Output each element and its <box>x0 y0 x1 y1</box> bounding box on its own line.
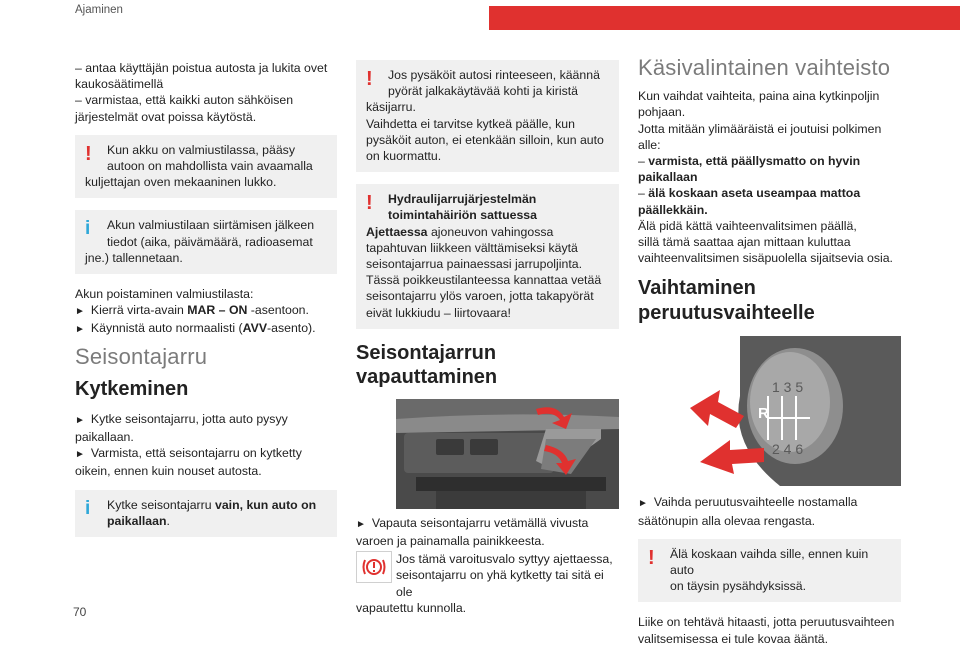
intro-paragraph <box>75 60 337 125</box>
text-line: eivät lukkiudu – liirtovaara! <box>366 305 511 320</box>
text-line: seisontajarru ylös varoen, jotta takapyörät <box>366 289 594 304</box>
step-item <box>75 445 337 463</box>
step-text: Vapauta seisontajarru vetämällä vivusta <box>371 515 589 530</box>
warning-box <box>638 539 901 603</box>
step-text: Varmista, että seisontajarru on kytketty <box>90 446 302 461</box>
text-line <box>85 497 329 513</box>
dash-icon: – <box>638 154 645 169</box>
section-header: Ajaminen <box>75 4 123 16</box>
text-line: valitsemisessa ei tule kovaa ääntä. <box>638 631 829 646</box>
column-3 <box>638 55 901 657</box>
text-line: – varmistaa, että kaikki auton sähköisen <box>75 93 294 108</box>
info-text: . <box>166 513 170 528</box>
knob-r-label: R <box>758 405 769 423</box>
info-text: Kytke seisontajarru <box>107 497 215 512</box>
heading-line: peruutusvaihteelle <box>638 302 815 325</box>
text-line: autoon on mahdollista vain avaamalla <box>107 159 313 174</box>
text-line: järjestelmät ovat poissa käytöstä. <box>75 109 257 124</box>
heading-line: Vaihtaminen <box>638 277 756 300</box>
warning-icon: ! <box>366 192 373 215</box>
battery-removal-steps <box>75 286 337 339</box>
parking-brake-drawing <box>396 399 619 509</box>
text-line: oikein, ennen kuin nouset autosta. <box>75 464 262 479</box>
text-line: on kuormattu. <box>366 149 442 164</box>
heading-line: Seisontajarrun <box>356 341 497 364</box>
warning-icon: ! <box>648 546 655 569</box>
gear-knob-drawing <box>660 336 901 486</box>
text-line: Tässä poikkeustilanteessa kannattaa vetää <box>366 273 602 288</box>
text-line: Jos tämä varoitusvalo syttyy ajettaessa, <box>396 552 613 567</box>
bullet-item <box>638 153 901 169</box>
release-steps <box>356 515 619 549</box>
column-1 <box>75 60 337 549</box>
parking-brake-illustration <box>396 399 619 509</box>
warn-text: ajoneuvon vahingossa <box>427 224 554 239</box>
text-line: tapahtuvan liikkeen välttämiseksi käytä <box>366 240 578 255</box>
step-item <box>638 494 901 512</box>
text-line: pohjaan. <box>638 105 686 120</box>
gear-knob-illustration <box>660 336 901 486</box>
text-line: Kun vaihdat vaihteita, paina aina kytkinpoljin <box>638 89 880 104</box>
text-line: – antaa käyttäjän poistua autosta ja lukita ovet <box>75 61 328 75</box>
text-line: Jos pysäköit autosi rinteeseen, käännä <box>388 68 600 82</box>
warning-box <box>356 60 619 172</box>
subheading <box>638 276 901 326</box>
header-accent-bar <box>489 6 960 30</box>
info-bold: vain, kun auto on <box>215 497 317 512</box>
text-line: kaukosäätimellä <box>75 77 164 92</box>
warning-icon: ! <box>85 142 92 165</box>
text-line: vaihteenvalitsimen sisäpuolella sijaitsevia osia. <box>638 251 893 266</box>
bullet-text: älä koskaan aseta useampaa mattoa <box>648 186 861 201</box>
text-line: paikallaan. <box>75 430 134 445</box>
text-line: Liike on tehtävä hitaasti, jotta peruutusvaihteen <box>638 615 895 630</box>
info-box <box>75 490 337 537</box>
text-line: varoen ja painamalla painikkeesta. <box>356 534 545 549</box>
step-item <box>75 411 337 429</box>
steps-title: Akun poistaminen valmiustilasta: <box>75 287 254 302</box>
text-line: Älä pidä kättä vaihteenvalitsimen päällä, <box>638 218 857 233</box>
text-line: Kun akku on valmiustilassa, pääsy <box>107 142 295 157</box>
step-text: Vaihda peruutusvaihteelle nostamalla <box>653 495 858 510</box>
text-line: säätönupin alla olevaa rengasta. <box>638 513 816 528</box>
bullet-item <box>638 185 901 201</box>
text-line: paikallaan <box>638 170 698 185</box>
step-item <box>356 515 619 533</box>
text-line: kuljettajan oven mekaaninen lukko. <box>85 175 277 190</box>
info-icon: i <box>85 497 91 519</box>
step-arrow-icon: ► <box>356 518 366 530</box>
step-arrow-icon: ► <box>638 498 648 510</box>
step-item <box>75 320 337 338</box>
text-line: jne.) tallennetaan. <box>85 250 183 265</box>
section-title: Seisontajarru <box>75 343 208 369</box>
step-text: -asentoon. <box>247 303 309 318</box>
text-line: pyörät jalkakäytävää kohti ja kiristä <box>388 84 579 99</box>
text-line: sillä tämä saattaa ajan mittaan kuluttaa <box>638 235 851 250</box>
text-line: Vaihdetta ei tarvitse kytkeä päälle, kun <box>366 116 575 131</box>
apply-steps <box>75 411 337 480</box>
text-line: Hydraulijarrujärjestelmän <box>388 192 537 207</box>
info-box <box>75 210 337 274</box>
warning-box <box>75 135 337 199</box>
text-line: vapautettu kunnolla. <box>356 600 467 615</box>
subheading <box>356 341 619 389</box>
knob-top-label: 1 3 5 <box>772 379 804 396</box>
brake-warning-lamp-icon <box>356 551 392 583</box>
step-text: Kytke seisontajarru, jotta auto pysyy <box>90 411 288 426</box>
warning-icon: ! <box>366 68 373 90</box>
text-line: päällekkäin. <box>638 202 708 217</box>
text-line: Akun valmiustilaan siirtämisen jälkeen <box>107 218 315 233</box>
info-icon: i <box>85 218 91 240</box>
section-title: Käsivalintainen vaihteisto <box>638 55 891 80</box>
info-bold: paikallaan <box>107 513 167 528</box>
text-line <box>366 224 611 240</box>
gearbox-paragraph <box>638 88 901 266</box>
bullet-text: varmista, että päällysmatto on hyvin <box>648 154 861 169</box>
step-arrow-icon: ► <box>75 414 85 426</box>
brake-lamp-svg <box>361 556 387 578</box>
text-line: käsijarru. <box>366 100 416 115</box>
text-line: Jotta mitään ylimääräistä ei joutuisi polkimen <box>638 121 882 136</box>
warning-lamp-note <box>356 551 619 616</box>
step-text: Käynnistä auto normaalisti ( <box>90 321 243 336</box>
step-item <box>75 302 337 320</box>
dash-icon: – <box>638 186 645 201</box>
warn-bold: Ajettaessa <box>366 224 428 239</box>
step-arrow-icon: ► <box>75 306 85 318</box>
step-text: Kierrä virta-avain <box>90 303 188 318</box>
step-bold: AVV <box>242 321 268 336</box>
step-text: -asento). <box>267 321 316 336</box>
heading-line: vapauttaminen <box>356 365 498 388</box>
final-paragraph <box>638 614 901 646</box>
text-line: pysäköit auton, ei etenkään silloin, kun auto <box>366 132 604 147</box>
step-arrow-icon: ► <box>75 449 85 461</box>
knob-bottom-label: 2 4 6 <box>772 441 804 458</box>
text-line: toimintahäiriön sattuessa <box>388 208 537 223</box>
text-line <box>85 513 329 529</box>
text-line: alle: <box>638 137 661 152</box>
step-arrow-icon: ► <box>75 324 85 336</box>
text-line: seisontajarrua painaessasi jarrupoljinta. <box>366 257 583 272</box>
page-number: 70 <box>73 605 87 619</box>
text-line: seisontajarru on yhä kytketty tai sitä ei ole <box>396 568 604 599</box>
step-bold: MAR – ON <box>187 303 248 318</box>
column-2 <box>356 60 619 616</box>
text-line: on täysin pysähdyksissä. <box>670 579 807 594</box>
warning-box <box>356 184 619 329</box>
subheading: Kytkeminen <box>75 377 189 400</box>
text-line: tiedot (aika, päivämäärä, radioasemat <box>107 234 313 249</box>
text-line: Älä koskaan vaihda sille, ennen kuin auto <box>670 546 869 578</box>
reverse-steps <box>638 494 901 528</box>
